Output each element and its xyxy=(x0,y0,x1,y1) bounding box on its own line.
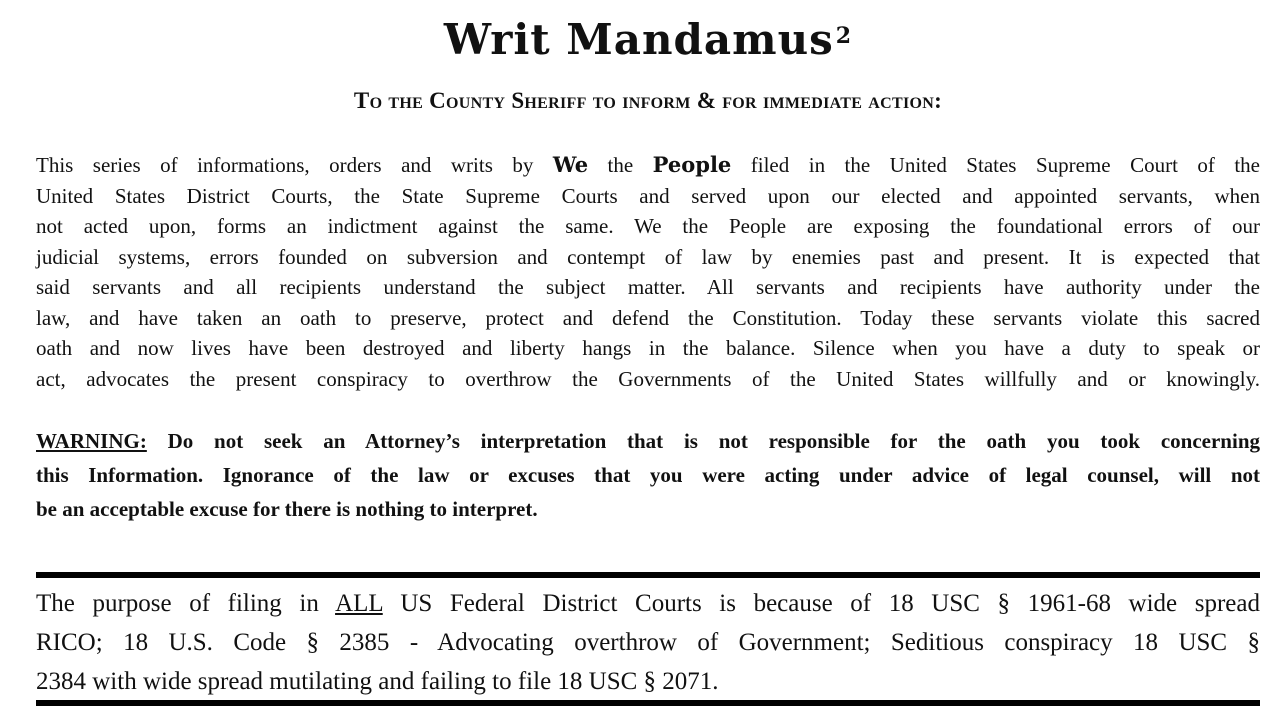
document-subtitle: To the County Sheriff to inform & for immediate action: xyxy=(353,88,943,113)
intro-line: This series of informations, orders and writs by We the People filed in the United States Supreme Court of the xyxy=(36,152,1261,177)
document-page xyxy=(36,0,1260,720)
intro-line: act, advocates the present conspiracy to overthrow the Governments of the United States willfully and or knowingly. xyxy=(36,366,1260,391)
intro-line: not acted upon, forms an indictment against the same. We the People are exposing the foundational errors of our xyxy=(36,214,1260,238)
intro-line: said servants and all recipients understand the subject matter. All servants and recipients have authority under the xyxy=(36,275,1260,299)
intro-line: law, and have taken an oath to preserve, protect and defend the Constitution. Today these servants violate this sacred xyxy=(36,305,1260,330)
intro-line: judicial systems, errors founded on subversion and contempt of law by enemies past and present. It is expected that xyxy=(36,244,1260,269)
warning-line: be an acceptable excuse for there is nothing to interpret. xyxy=(36,497,538,521)
underlined-all: ALL xyxy=(335,590,383,617)
purpose-line: RICO; 18 U.S. Code § 2385 - Advocating overthrow of Government; Seditious conspiracy 18 USC § xyxy=(36,629,1260,656)
divider-rule-top xyxy=(36,572,1260,578)
blackletter-we: We xyxy=(552,152,589,177)
title-text: Writ Mandamus xyxy=(443,15,834,64)
divider-rule-bottom xyxy=(36,700,1260,706)
blackletter-people: People xyxy=(652,152,732,177)
purpose-line: The purpose of filing in ALL US Federal District Courts is because of 18 USC § 1961-68 wide spread xyxy=(36,590,1260,617)
document-title xyxy=(36,10,1260,70)
purpose-paragraph xyxy=(36,584,1260,701)
title-footnote-marker: 2 xyxy=(835,23,853,49)
warning-label: WARNING: xyxy=(36,429,147,453)
warning-line: this Information. Ignorance of the law or excuses that you were acting under advice of legal counsel, will not xyxy=(36,463,1260,487)
intro-line: oath and now lives have been destroyed and liberty hangs in the balance. Silence when you have a duty to speak or xyxy=(36,336,1260,360)
intro-paragraph xyxy=(36,150,1260,394)
warning-line: WARNING: Do not seek an Attorney’s interpretation that is not responsible for the oath you took concerning xyxy=(36,429,1260,453)
warning-paragraph xyxy=(36,424,1260,526)
intro-line: United States District Courts, the State Supreme Courts and served upon our elected and appointed servants, when xyxy=(36,183,1260,208)
purpose-line: 2384 with wide spread mutilating and failing to file 18 USC § 2071. xyxy=(36,668,719,695)
